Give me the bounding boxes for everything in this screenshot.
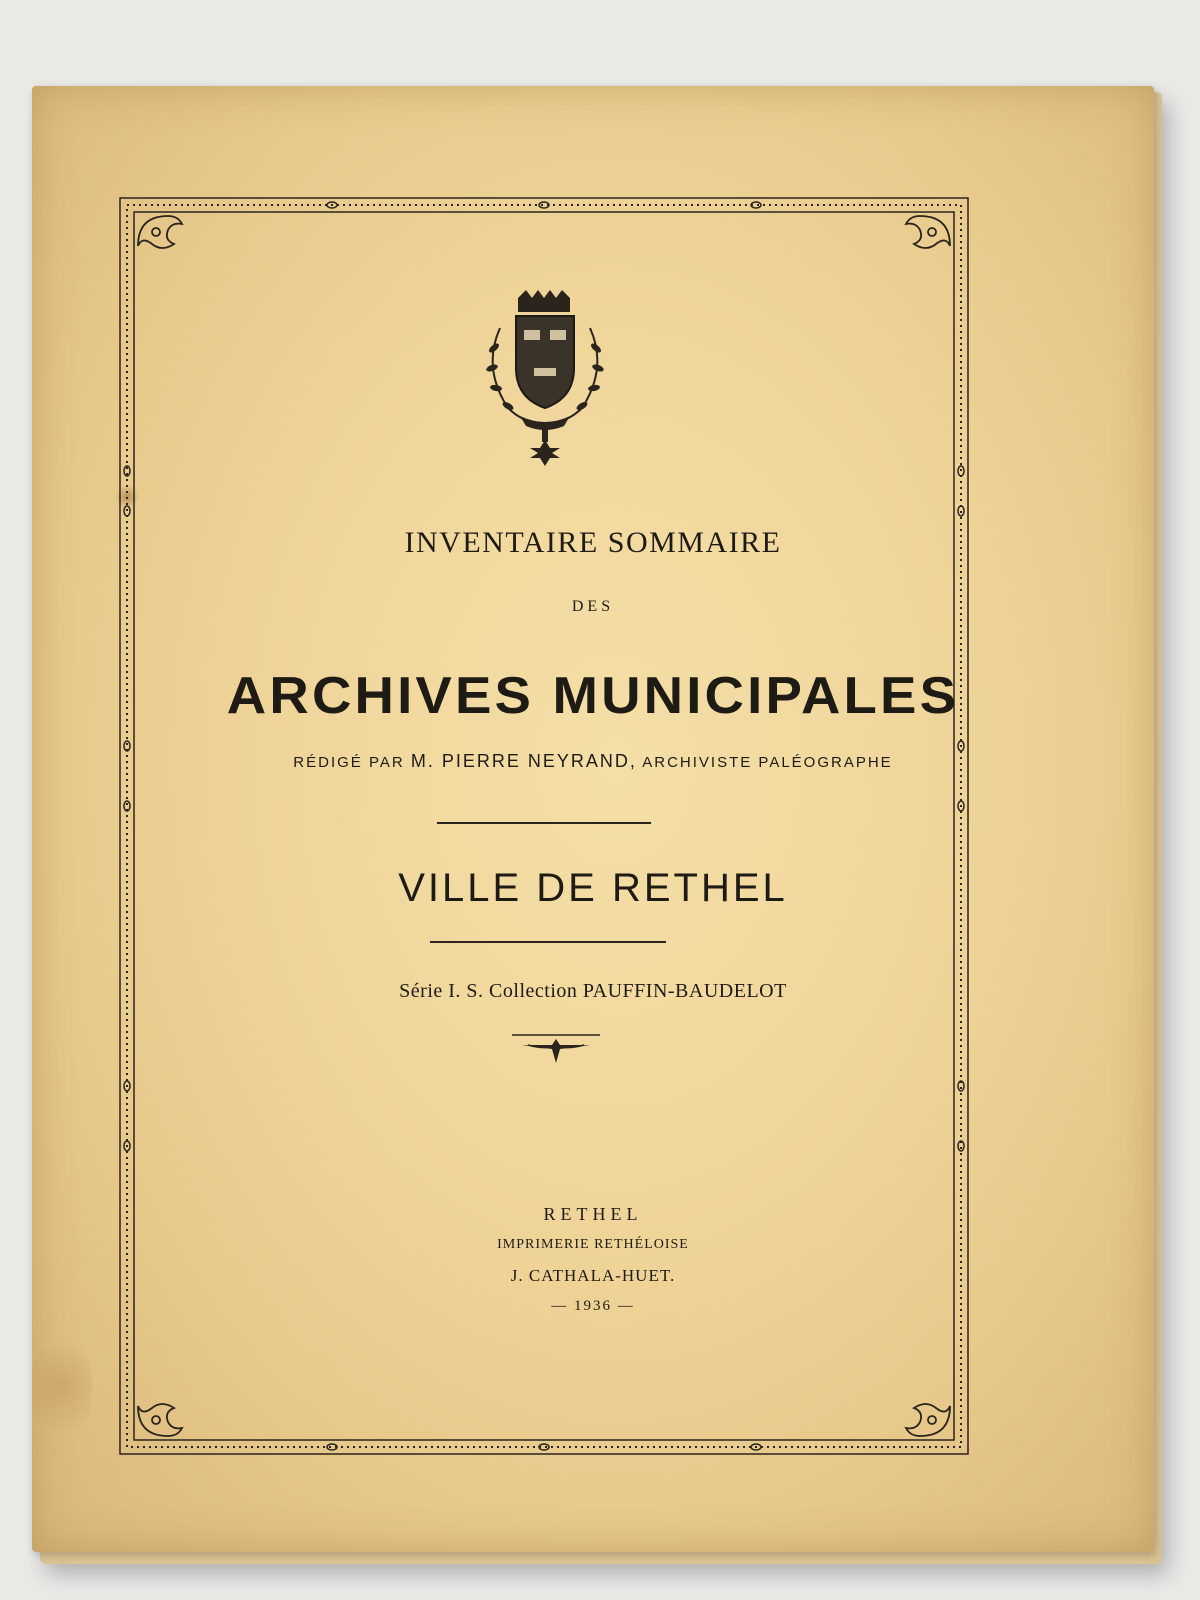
corner-ornament-icon xyxy=(138,1404,182,1436)
corner-ornament-icon xyxy=(906,216,950,248)
main-title: ARCHIVES MUNICIPALES xyxy=(226,667,960,725)
author-line xyxy=(32,751,1154,772)
imprint-printer-name: J. CATHALA-HUET. xyxy=(510,1266,676,1285)
heading-line-2: DES xyxy=(571,598,615,615)
corner-ornament-icon xyxy=(906,1404,950,1436)
imprint-year: — 1936 — xyxy=(551,1298,635,1314)
author-name: M. PIERRE NEYRAND, xyxy=(410,751,637,771)
corner-ornament-icon xyxy=(138,216,182,248)
author-title: ARCHIVISTE PALÉOGRAPHE xyxy=(636,754,893,771)
heading-line-1: INVENTAIRE SOMMAIRE xyxy=(404,526,782,559)
document-cover xyxy=(32,86,1154,1552)
fleuron-ornament-icon xyxy=(508,1033,604,1067)
coat-of-arms-icon xyxy=(480,288,610,478)
divider-rule xyxy=(437,822,651,824)
series-line: Série I. S. Collection PAUFFIN-BAUDELOT xyxy=(399,980,787,1002)
divider-rule xyxy=(430,941,666,943)
town-name: VILLE DE RETHEL xyxy=(398,866,788,910)
imprint-printer: IMPRIMERIE RETHÉLOISE xyxy=(497,1237,689,1252)
imprint-place: RETHEL xyxy=(543,1204,643,1224)
author-prefix: RÉDIGÉ PAR xyxy=(293,754,411,771)
